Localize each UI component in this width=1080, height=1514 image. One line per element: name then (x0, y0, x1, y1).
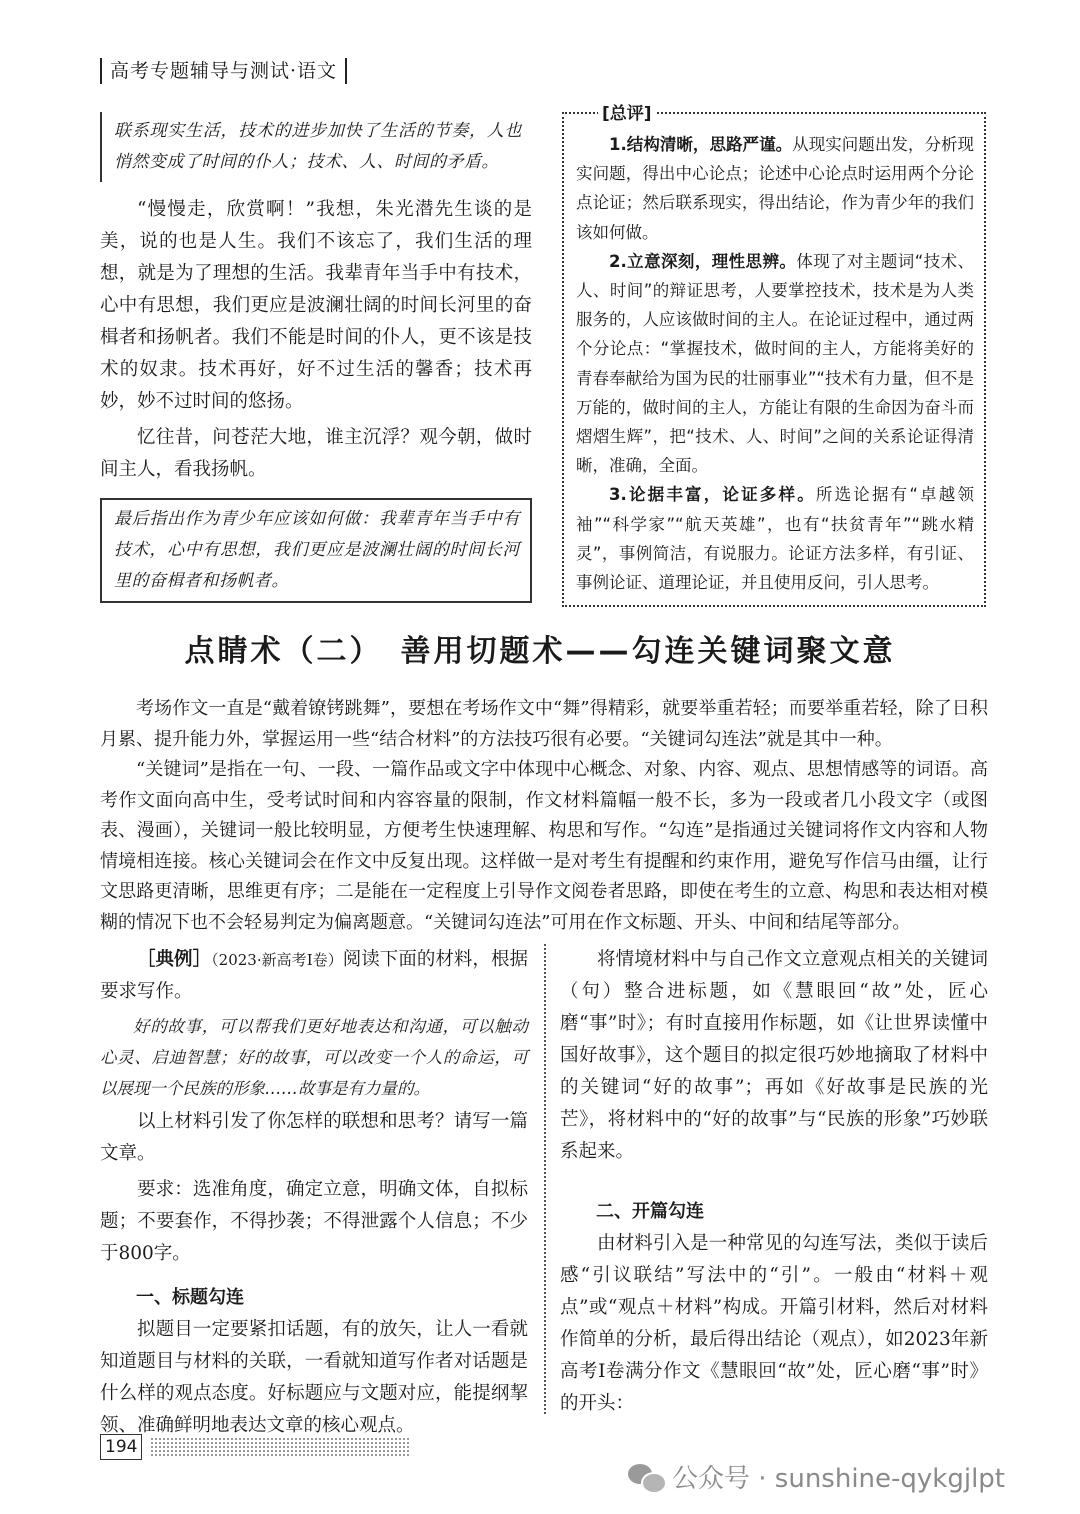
lower-left-column (100, 944, 528, 1442)
example-requirement: 要求：选准角度，确定立意，明确文体，自拟标题；不要套作，不得抄袭；不得泄露个人信息；不少于800字。 (100, 1179, 528, 1264)
body-paragraph-1: “慢慢走，欣赏啊！”我想，朱光潜先生谈的是美，说的也是人生。我们不该忘了，我们生活的理想，就是为了理想的生活。我辈青年当手中有技术，心中有思想，我们更应是波澜壮阔的时间长河里的奋楫者和扬帆者。我们不能是时间的仆人，更不该是技术的奴隶。技术再好，好不过生活的馨香；技术再妙，妙不过时间的悠扬。 (100, 199, 532, 412)
example-lead-text: 阅读下面的材料，根据要求写作。 (100, 949, 528, 1002)
example-lead (100, 944, 528, 1007)
upper-right-column (562, 104, 986, 607)
comment-item-1-head: 1.结构清晰，思路严谨。 (609, 135, 793, 154)
wechat-icon (628, 1462, 664, 1492)
comment-item-1 (576, 130, 974, 247)
intro-section (100, 694, 988, 938)
section-main-title: 点睛术（二） 善用切题术——勾连关键词聚文意 (184, 634, 896, 669)
section-2-text: 由材料引入是一种常见的勾连写法，类似于读后感“引议联结”写法中的“引”。一般由“材料＋观点”或“观点＋材料”构成。开篇引材料，然后对材料作简单的分析，最后得出结论（观点），如2023年新高考Ⅰ卷满分作文《慧眼回“故”处，匠心磨“事”时》的开头： (560, 1233, 988, 1414)
summary-comment-tag: [总评] (598, 100, 656, 129)
summary-comment-box (562, 104, 986, 607)
section-2-heading: 二、开篇勾连 (596, 1201, 704, 1222)
footer-dot-pattern (150, 1437, 410, 1457)
example-material: 好的故事，可以帮我们更好地表达和沟通，可以触动心灵、启迪智慧；好的故事，可以改变一个人的命运，可以展现一个民族的形象……故事是有力量的。 (100, 1017, 528, 1098)
comment-item-2 (576, 247, 974, 481)
page-number: 194 (100, 1434, 142, 1460)
section-1-heading: 一、标题勾连 (136, 1287, 244, 1308)
upper-left-column (100, 112, 532, 603)
intro-paragraph-1: 考场作文一直是“戴着镣铐跳舞”，要想在考场作文中“舞”得精彩，就要举重若轻；而要举重若轻，除了日积月累、提升能力外，掌握运用一些“结合材料”的方法技巧很有必要。“关键词勾连法”就是其中一种。 (100, 698, 988, 750)
section-1-text: 拟题目一定要紧扣话题，有的放矢，让人一看就知道题目与材料的关联，一看就知道写作者对话题是什么样的观点态度。好标题应与文题对应，能提纲挈领、准确鲜明地表达文章的核心观点。 (100, 1319, 528, 1436)
running-header: 高考专题辅导与测试·语文 (100, 58, 347, 84)
annotation-note-1: 联系现实生活，技术的进步加快了生活的节奏，人也悄然变成了时间的仆人；技术、人、时间的矛盾。 (100, 112, 532, 182)
comment-item-2-head: 2.立意深刻，理性思辨。 (609, 251, 797, 271)
annotation-note-2: 最后指出作为青少年应该如何做：我辈青年当手中有技术，心中有思想，我们更应是波澜壮阔的时间长河里的奋楫者和扬帆者。 (100, 498, 532, 603)
example-prompt: 以上材料引发了你怎样的联想和思考？请写一篇文章。 (100, 1111, 528, 1164)
watermark-text: 公众号 · sunshine-qykgjlpt (672, 1464, 1005, 1494)
lower-right-column (560, 944, 988, 1420)
comment-item-1-text: 从现实问题出发，分析现实问题，得出中心论点；论述中心论点时运用两个分论点论证；然后联系现实，得出结论，作为青少年的我们该如何做。 (576, 135, 975, 242)
title-linking-paragraph: 将情境材料中与自己作文立意观点相关的关键词（句）整合进标题，如《慧眼回“故”处，匠心磨“事”时》；有时直接用作标题，如《让世界读懂中国好故事》，这个题目的拟定很巧妙地摘取了材料中的关键词“好的故事”；再如《好故事是民族的光芒》，将材料中的“好的故事”与“民族的形象”巧妙联系起来。 (560, 949, 988, 1162)
body-paragraph-2: 忆往昔，问苍茫大地，谁主沉浮？观今朝，做时间主人，看我扬帆。 (100, 427, 532, 480)
example-source: （2023·新高考Ⅰ卷） (211, 951, 343, 969)
comment-item-3-text: 所选论据有“卓越领袖”“科学家”“航天英雄”，也有“扶贫青年”“跳水精灵”，事例简洁，有说服力。论证方法多样，有引证、事例论证、道理论证，并且使用反问，引人思考。 (576, 485, 974, 593)
comment-item-3-head: 3.论据丰富，论证多样。 (609, 485, 816, 505)
column-divider (544, 944, 546, 1414)
watermark (628, 1458, 1005, 1495)
comment-item-2-text: 体现了对主题词“技术、人、时间”的辩证思考，人要掌控技术，技术是为人类服务的，人应该做时间的主人。在论证过程中，通过两个分论点：“掌握技术，做时间的主人，方能将美好的青春奉献给为国为民的壮丽事业”“技术有力量，但不是万能的，做时间的主人，方能让有限的生命因为奋斗而熠熠生辉”，把“技术、人、时间”之间的关系论证得清晰，准确，全面。 (576, 251, 974, 476)
example-tag: ［典例］ (137, 949, 212, 970)
intro-paragraph-2: “关键词”是指在一句、一段、一篇作品或文字中体现中心概念、对象、内容、观点、思想情感等的词语。高考作文面向高中生，受考试时间和内容容量的限制，作文材料篇幅一般不长，多为一段或者几小段文字（或图表、漫画），关键词一般比较明显，方便考生快速理解、构思和写作。“勾连”是指通过关键词将作文内容和人物情境相连接。核心关键词会在作文中反复出现。这样做一是对考生有提醒和约束作用，避免写作信马由缰，让行文思路更清晰，思维更有序；二是能在一定程度上引导作文阅卷者思路，即使在考生的立意、构思和表达相对模糊的情况下也不会轻易判定为偏离题意。“关键词勾连法”可用在作文标题、开头、中间和结尾等部分。 (100, 759, 988, 933)
comment-item-3 (576, 480, 974, 597)
